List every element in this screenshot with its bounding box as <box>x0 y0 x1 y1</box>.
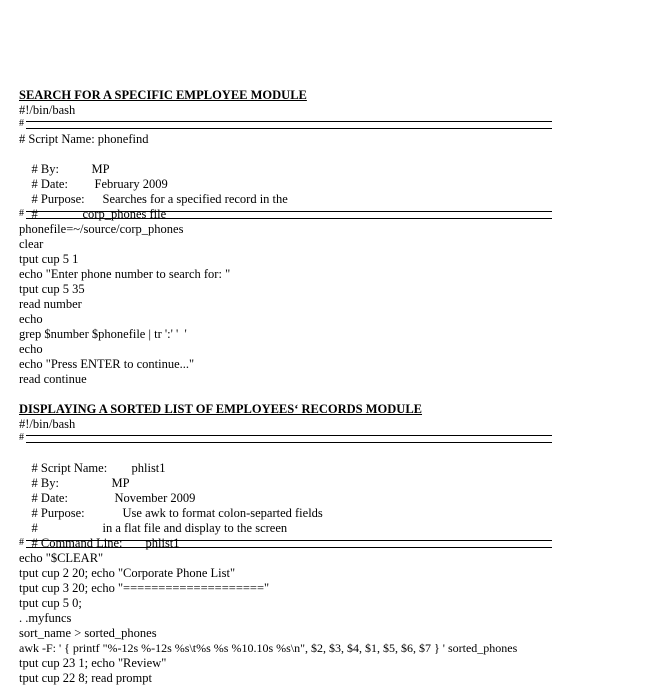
section-1-date-label: # Date: <box>31 177 68 191</box>
section-2-purpose-cont-value: in a flat file and display to the screen <box>102 521 288 535</box>
section-2-shebang: #!/bin/bash <box>19 417 76 431</box>
section-2-rule-bottom <box>19 537 552 548</box>
section-2-command-value: phlist1 <box>145 536 180 550</box>
code-line: phonefile=~/source/corp_phones <box>19 222 184 236</box>
code-line: echo <box>19 312 43 326</box>
code-line: grep $number $phonefile | tr ':' ' ' <box>19 327 187 341</box>
section-1-script-name: # Script Name: phonefind <box>19 132 149 146</box>
code-line: . .myfuncs <box>19 611 72 625</box>
section-2-by <box>19 461 130 490</box>
code-line: tput cup 5 35 <box>19 282 85 296</box>
section-1-heading: SEARCH FOR A SPECIFIC EMPLOYEE MODULE <box>19 88 307 102</box>
section-1-purpose-cont-label: # <box>31 207 38 221</box>
section-2-script-name-label: # Script Name: <box>31 461 108 475</box>
section-1-date-value: February 2009 <box>94 177 168 191</box>
section-1-purpose <box>19 177 288 206</box>
section-2-heading: DISPLAYING A SORTED LIST OF EMPLOYEES‘ RECORDS MODULE <box>19 402 423 416</box>
code-line: tput cup 3 20; echo "====================" <box>19 581 270 595</box>
code-line: echo "$CLEAR" <box>19 551 104 565</box>
section-2-purpose <box>19 491 323 520</box>
code-line: tput cup 22 8; read prompt <box>19 671 152 685</box>
section-2-rule-top <box>19 432 552 443</box>
section-2-rule-top-prefix: # <box>19 432 24 443</box>
section-1-date <box>19 162 168 191</box>
code-line: echo <box>19 342 43 356</box>
code-line: echo "Enter phone number to search for: " <box>19 267 231 281</box>
section-2-purpose-cont <box>19 506 288 535</box>
section-1-purpose-cont <box>19 192 167 221</box>
section-2-script-name-value: phlist1 <box>131 461 166 475</box>
code-line: tput cup 5 1 <box>19 252 79 266</box>
section-1-purpose-value: Searches for a specified record in the <box>102 192 288 206</box>
section-1-rule-top <box>19 118 552 129</box>
section-1-purpose-label: # Purpose: <box>31 192 85 206</box>
section-1-by-value: MP <box>91 162 110 176</box>
section-2-by-label: # By: <box>31 476 59 490</box>
section-2-purpose-label: # Purpose: <box>31 506 85 520</box>
section-2-date-value: November 2009 <box>114 491 196 505</box>
section-2-date-label: # Date: <box>31 491 68 505</box>
section-1-rule-bottom-prefix: # <box>19 208 24 219</box>
section-2-command-line <box>19 521 180 550</box>
section-2-script-name <box>19 446 166 475</box>
section-1-rule-bottom <box>19 208 552 219</box>
section-1-purpose-cont-value: corp_phones file <box>82 207 167 221</box>
section-1-shebang: #!/bin/bash <box>19 103 76 117</box>
section-2-by-value: MP <box>111 476 130 490</box>
code-line: tput cup 2 20; echo "Corporate Phone List" <box>19 566 236 580</box>
code-line: clear <box>19 237 44 251</box>
code-line: read continue <box>19 372 87 386</box>
code-line: tput cup 5 0; <box>19 596 82 610</box>
section-2-purpose-cont-label: # <box>31 521 38 535</box>
section-2-purpose-value: Use awk to format colon-separted fields <box>122 506 323 520</box>
code-line: read number <box>19 297 82 311</box>
code-line: echo "Press ENTER to continue..." <box>19 357 195 371</box>
section-1-rule-top-prefix: # <box>19 118 24 129</box>
section-2-rule-bottom-prefix: # <box>19 537 24 548</box>
section-2-command-label: # Command Line: <box>31 536 123 550</box>
code-line: sort_name > sorted_phones <box>19 626 157 640</box>
section-1-by <box>19 147 110 176</box>
section-2-date <box>19 476 196 505</box>
section-1-by-label: # By: <box>31 162 59 176</box>
code-line: awk -F: ' { printf "%-12s %-12s %s\t%s %s %10.10s %s\n", $2, $3, $4, $1, $5, $6, $7 } ' sorted_phones <box>19 641 518 655</box>
code-line: tput cup 23 1; echo "Review" <box>19 656 167 670</box>
